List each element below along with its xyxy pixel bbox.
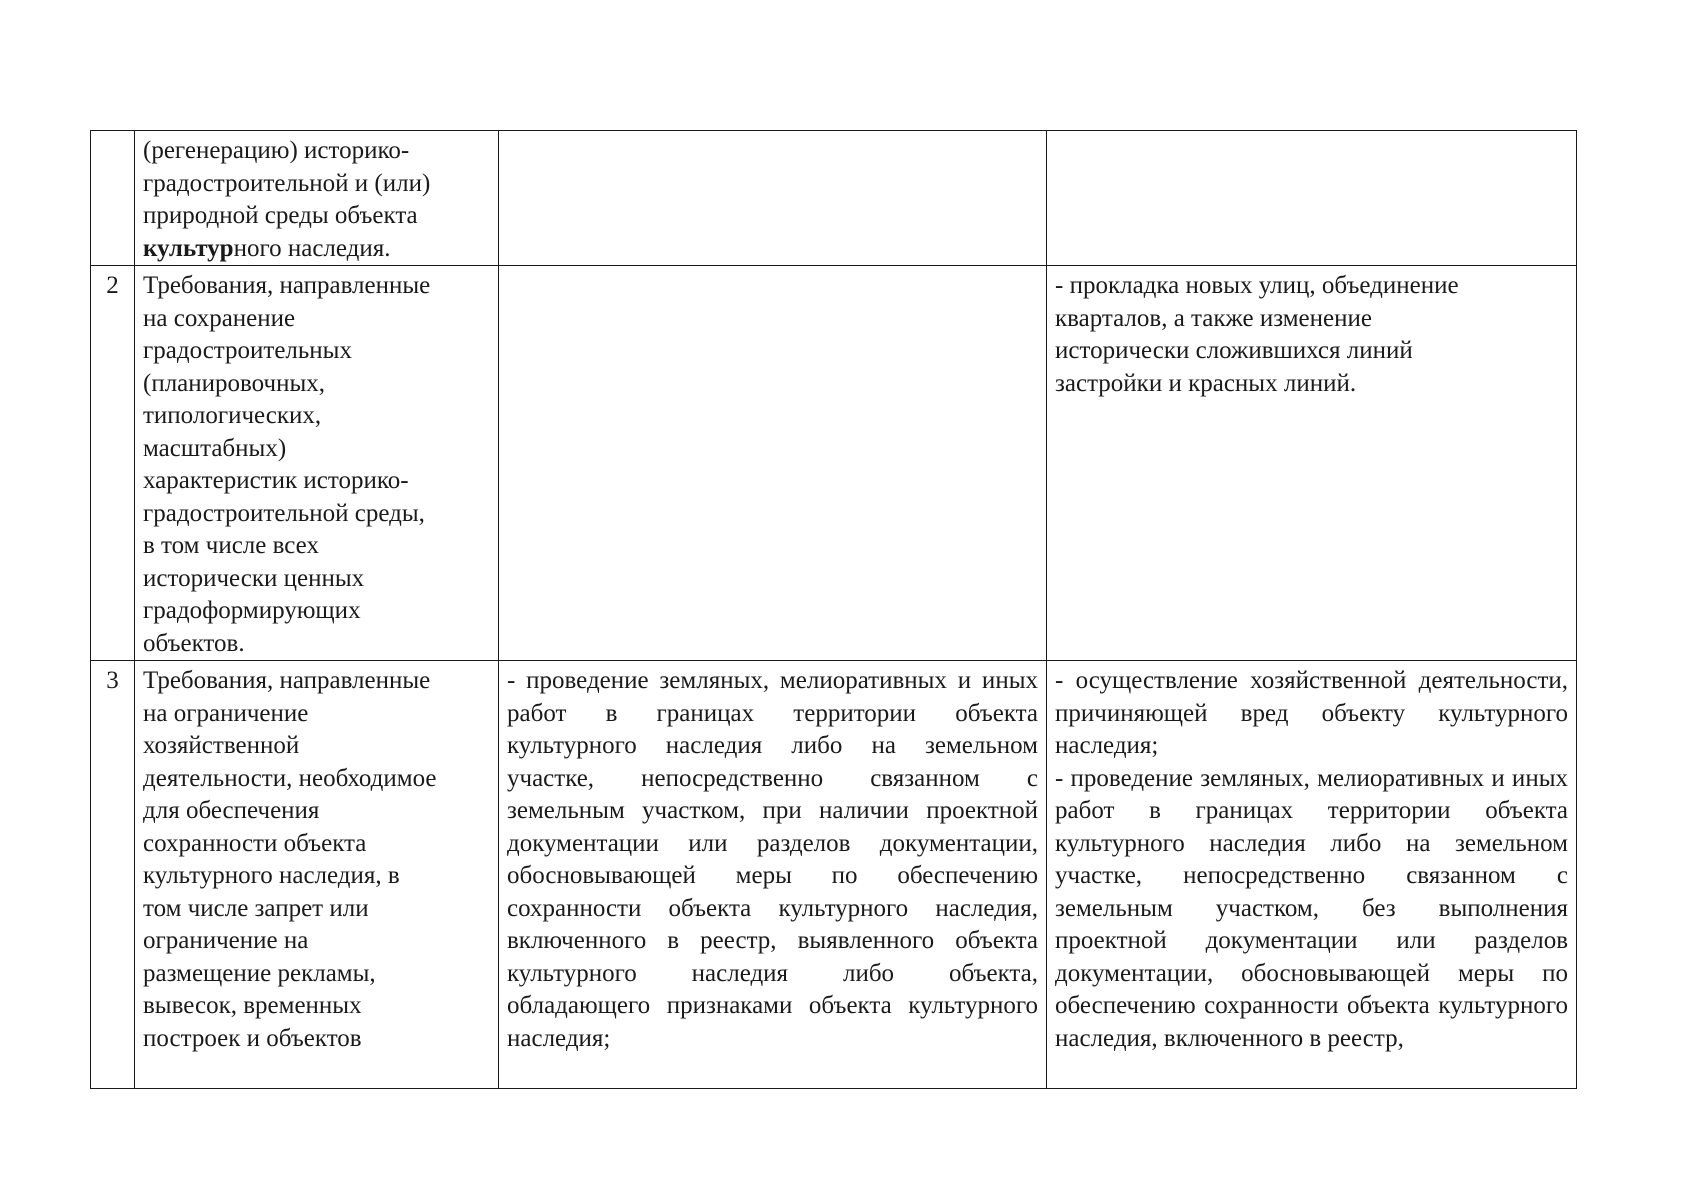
forbidden-item: - проведение земляных, мелиоративных и иных работ в границах территории объекта культурного наследия либо на земельном участке, непосредственно связанном с земельным участком, без выполнения проектной документации или разделов документации, обосновывающей меры по обеспечению сохранности объекта культурного наследия, включенного в реестр, — [1055, 764, 1568, 1052]
requirement-line: градостроительной и (или) — [143, 169, 431, 197]
table-row — [91, 131, 1577, 266]
forbidden-cell: - прокладка новых улиц, объединение кварталов, а также изменение исторически сложившихся линий застройки и красных линий. — [1047, 266, 1577, 661]
forbidden-cell — [1047, 131, 1577, 266]
allowed-cell — [499, 266, 1047, 661]
allowed-cell — [499, 131, 1047, 266]
table-row — [91, 661, 1577, 1089]
requirement-line: (регенерацию) историко- — [143, 137, 410, 164]
allowed-item: - проведение земляных, мелиоративных и иных работ в границах территории объекта культурного наследия либо на земельном участке, непосредственно связанном с земельным участком, при наличии проектной документации или разделов документации, обосновывающей меры по обеспечению сохранности объекта культурного наследия, включенного в реестр, выявленного объекта культурного наследия либо объекта, обладающего признаками объекта культурного наследия; — [507, 667, 1038, 1052]
requirement-cell: Требования, направленные на ограничение хозяйственной деятельности, необходимое для обеспечения сохранности объекта культурного наследия, в том числе запрет или ограничение на размещение рекламы, вывесок, временных построек и объектов — [135, 661, 499, 1089]
forbidden-cell — [1047, 661, 1577, 1089]
requirement-line-tail: ного наследия. — [233, 234, 391, 262]
requirement-bold-fragment: культур — [143, 234, 234, 262]
requirements-table — [90, 130, 1577, 1089]
requirement-cell: Требования, направленные на сохранение градостроительных (планировочных, типологических, масштабных) характеристик историко- градостроительной среды, в том числе всех исторически ценных градоформирующих объектов. — [135, 266, 499, 661]
row-number: 2 — [91, 266, 135, 661]
table-row — [91, 266, 1577, 661]
row-number: 3 — [91, 661, 135, 1089]
requirement-line: природной среды объекта — [143, 202, 418, 229]
row-number — [91, 131, 135, 266]
forbidden-item: - осуществление хозяйственной деятельности, причиняющей вред объекту культурного наследия; — [1055, 667, 1568, 759]
requirement-cell — [135, 131, 499, 266]
allowed-cell — [499, 661, 1047, 1089]
